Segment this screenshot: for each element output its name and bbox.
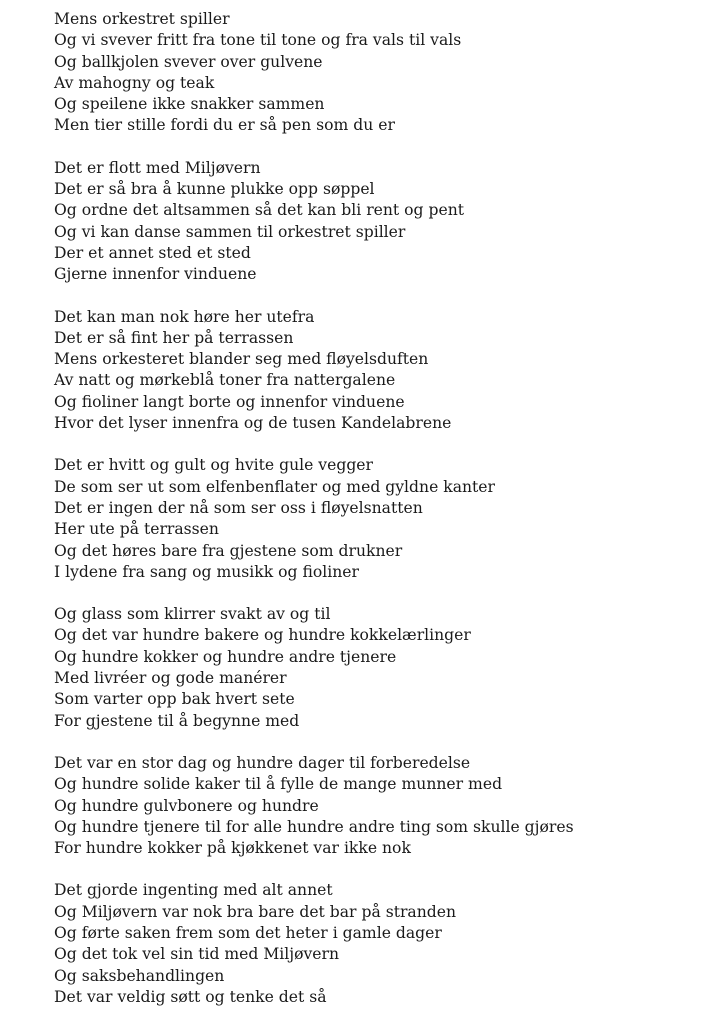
poem-line: Det er hvitt og gult og hvite gule vegger [54,456,373,475]
poem-line: Av natt og mørkeblå toner fra nattergalene [54,371,396,390]
poem-line: Det er ingen der nå som ser oss i fløyelsnatten [54,498,423,517]
poem-line: Hvor det lyser innenfra og de tusen Kandelabrene [54,414,452,433]
poem-line: Mens orkestret spiller [54,10,230,28]
poem-line: Og ordne det altsammen så det kan bli rent og pent [54,201,465,220]
poem-line: Der et annet sted et sted [54,243,251,262]
stanza-3 [54,307,714,435]
stanza-2 [54,158,714,286]
poem-line: Og hundre tjenere til for alle hundre andre ting som skulle gjøres [54,817,574,836]
poem-line: Og vi kan danse sammen til orkestret spiller [54,222,406,241]
poem-line: Og hundre gulvbonere og hundre [54,796,319,815]
poem-line: Med livréer og gode manérer [54,669,287,688]
poem-line: Det kan man nok høre her utefra [54,307,315,326]
poem-line: For gjestene til å begynne med [54,711,300,730]
stanza-4 [54,455,714,583]
poem-line: Og Miljøvern var nok bra bare det bar på stranden [54,902,457,921]
poem-line: Men tier stille fordi du er så pen som du er [54,116,395,135]
poem-line: Av mahogny og teak [54,73,215,92]
poem-page [54,9,714,1029]
poem-line: Og vi svever fritt fra tone til tone og fra vals til vals [54,31,462,50]
poem-line: Det er flott med Miljøvern [54,158,261,177]
poem-line: Og ballkjolen svever over gulvene [54,52,323,71]
poem-line: I lydene fra sang og musikk og fioliner [54,562,359,581]
poem-line: Og speilene ikke snakker sammen [54,95,325,114]
poem-line: Det er så bra å kunne plukke opp søppel [54,180,375,199]
stanza-5 [54,604,714,732]
poem-line: Det var veldig søtt og tenke det så [54,987,327,1006]
poem-line: Og det var hundre bakere og hundre kokkelærlinger [54,626,471,645]
poem-line: Og fioliner langt borte og innenfor vinduene [54,392,405,411]
poem-line: Og hundre solide kaker til å fylle de mange munner med [54,775,503,794]
poem-line: For hundre kokker på kjøkkenet var ikke nok [54,839,411,858]
poem-line: Og hundre kokker og hundre andre tjenere [54,647,397,666]
poem-line: Og det høres bare fra gjestene som drukner [54,541,403,560]
poem-line: Mens orkesteret blander seg med fløyelsduften [54,350,429,369]
poem-line: Det gjorde ingenting med alt annet [54,881,333,900]
stanza-1 [54,9,714,137]
poem-line: Det var en stor dag og hundre dager til forberedelse [54,753,471,772]
poem-line: Og førte saken frem som det heter i gamle dager [54,923,442,942]
poem-line: Her ute på terrassen [54,520,219,539]
poem-line: De som ser ut som elfenbenflater og med gyldne kanter [54,477,495,496]
poem-line: Og det tok vel sin tid med Miljøvern [54,945,340,964]
poem-line: Det er så fint her på terrassen [54,328,294,347]
poem-line: Og glass som klirrer svakt av og til [54,605,331,624]
stanza-6 [54,753,714,859]
poem-line: Som varter opp bak hvert sete [54,690,295,709]
stanza-7 [54,880,714,1008]
poem-line: Gjerne innenfor vinduene [54,265,257,284]
poem-line: Og saksbehandlingen [54,966,225,985]
